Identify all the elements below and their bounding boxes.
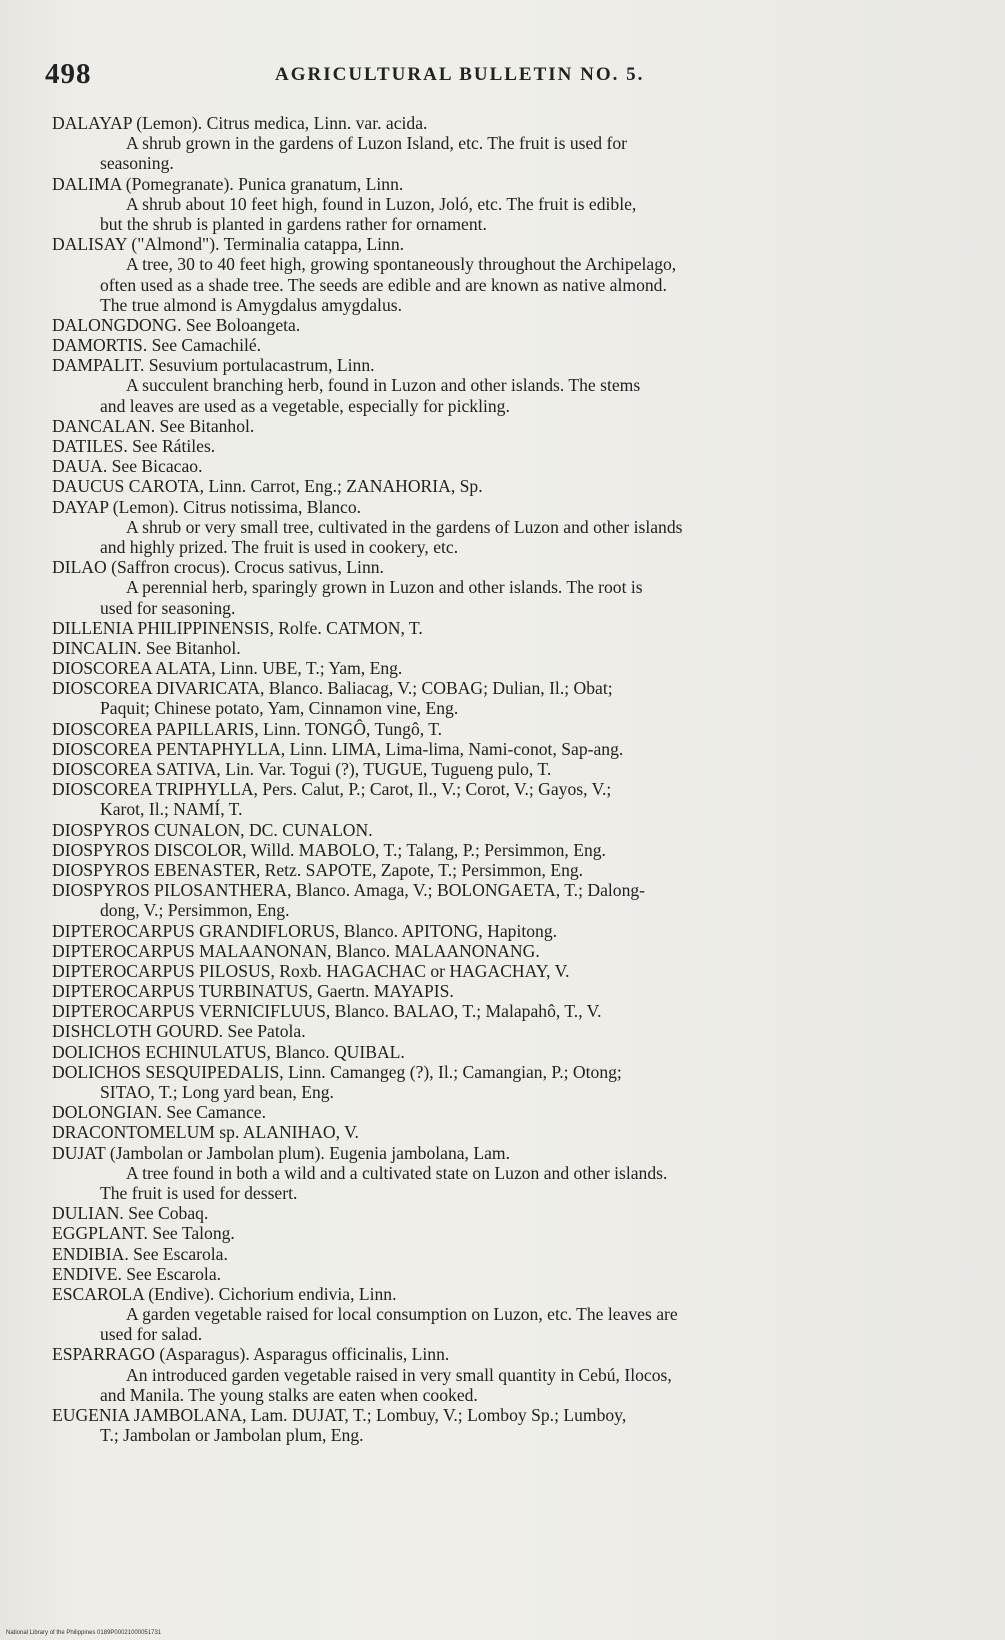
- page-number: 498: [45, 58, 92, 90]
- entry-headword-line: DIPTEROCARPUS GRANDIFLORUS, Blanco. APITONG, Hapitong.: [52, 920, 558, 941]
- entry-description-line: SITAO, T.; Long yard bean, Eng.: [100, 1082, 334, 1102]
- entry-description-line: A shrub grown in the gardens of Luzon Island, etc. The fruit is used for: [126, 133, 627, 154]
- entry-headword-line: DOLICHOS SESQUIPEDALIS, Linn. Camangeg (?), Il.; Camangian, P.; Otong;: [52, 1061, 622, 1082]
- entry-description-line: An introduced garden vegetable raised in very small quantity in Cebú, Ilocos,: [126, 1364, 672, 1385]
- entry-headword-line: DIOSCOREA PENTAPHYLLA, Linn. LIMA, Lima-lima, Nami-conot, Sap-ang.: [52, 738, 624, 759]
- entry-headword-line: DALIMA (Pomegranate). Punica granatum, Linn.: [52, 173, 404, 194]
- entry-headword-line: DALAYAP (Lemon). Citrus medica, Linn. var. acida.: [52, 113, 428, 133]
- entry-headword-line: DIOSCOREA DIVARICATA, Blanco. Baliacag, V.; COBAG; Dulian, Il.; Obat;: [52, 678, 613, 699]
- entry-headword-line: ENDIBIA. See Escarola.: [52, 1243, 228, 1264]
- entry-headword-line: DISHCLOTH GOURD. See Patola.: [52, 1021, 306, 1042]
- running-title: AGRICULTURAL BULLETIN NO. 5.: [275, 64, 645, 85]
- entry-description-line: and leaves are used as a vegetable, especially for pickling.: [100, 395, 510, 416]
- entry-headword-line: DAUCUS CAROTA, Linn. Carrot, Eng.; ZANAHORIA, Sp.: [52, 476, 483, 497]
- entry-description-line: A succulent branching herb, found in Luzon and other islands. The stems: [126, 375, 641, 396]
- entry-headword-line: DRACONTOMELUM sp. ALANIHAO, V.: [52, 1122, 359, 1143]
- entry-headword-line: DALONGDONG. See Boloangeta.: [52, 314, 301, 335]
- entry-headword-line: DAMORTIS. See Camachilé.: [52, 335, 262, 356]
- entry-headword-line: ESPARRAGO (Asparagus). Asparagus officinalis, Linn.: [52, 1344, 450, 1365]
- entry-description-line: dong, V.; Persimmon, Eng.: [100, 900, 290, 921]
- entry-description-line: and Manila. The young stalks are eaten when cooked.: [100, 1384, 478, 1405]
- entry-description-line: A shrub or very small tree, cultivated in the gardens of Luzon and other islands: [126, 516, 683, 537]
- entry-headword-line: DIPTEROCARPUS TURBINATUS, Gaertn. MAYAPIS.: [52, 981, 454, 1002]
- entry-headword-line: DIOSCOREA PAPILLARIS, Linn. TONGÔ, Tungô, T.: [52, 718, 443, 739]
- entry-description-line: A garden vegetable raised for local consumption on Luzon, etc. The leaves are: [126, 1304, 678, 1325]
- entry-headword-line: DIOSCOREA SATIVA, Lin. Var. Togui (?), TUGUE, Tugueng pulo, T.: [52, 759, 552, 779]
- entry-headword-line: DILAO (Saffron crocus). Crocus sativus, Linn.: [52, 557, 384, 578]
- entry-headword-line: DIOSPYROS DISCOLOR, Willd. MABOLO, T.; Talang, P.; Persimmon, Eng.: [52, 839, 606, 860]
- glossary-entries: [52, 113, 938, 1445]
- entry-headword-line: EGGPLANT. See Talong.: [52, 1223, 235, 1244]
- entry-description-line: A perennial herb, sparingly grown in Luzon and other islands. The root is: [126, 577, 643, 598]
- entry-description-line: seasoning.: [100, 153, 174, 174]
- entry-description-line: The true almond is Amygdalus amygdalus.: [100, 294, 402, 315]
- entry-description-line: The fruit is used for dessert.: [100, 1182, 298, 1203]
- entry-headword-line: DAYAP (Lemon). Citrus notissima, Blanco.: [52, 496, 362, 517]
- entry-headword-line: DAMPALIT. Sesuvium portulacastrum, Linn.: [52, 355, 375, 376]
- entry-headword-line: DIOSPYROS CUNALON, DC. CUNALON.: [52, 819, 373, 840]
- entry-description-line: A tree found in both a wild and a cultivated state on Luzon and other islands.: [126, 1162, 668, 1183]
- entry-description-line: Paquit; Chinese potato, Yam, Cinnamon vine, Eng.: [100, 698, 459, 719]
- entry-headword-line: DANCALAN. See Bitanhol.: [52, 415, 255, 436]
- entry-headword-line: DAUA. See Bicacao.: [52, 456, 203, 477]
- entry-headword-line: DIOSPYROS PILOSANTHERA, Blanco. Amaga, V.; BOLONGAETA, T.; Dalong-: [52, 880, 646, 901]
- entry-headword-line: ESCAROLA (Endive). Cichorium endivia, Linn.: [52, 1283, 397, 1304]
- scan-footer: National Library of the Philippines 0189P00021000051731: [6, 1630, 162, 1636]
- entry-headword-line: DIOSPYROS EBENASTER, Retz. SAPOTE, Zapote, T.; Persimmon, Eng.: [52, 859, 584, 880]
- entry-description-line: and highly prized. The fruit is used in cookery, etc.: [100, 536, 459, 557]
- entry-headword-line: DIOSCOREA TRIPHYLLA, Pers. Calut, P.; Carot, Il., V.; Corot, V.; Gayos, V.;: [52, 779, 612, 800]
- entry-headword-line: DINCALIN. See Bitanhol.: [52, 637, 241, 658]
- entry-description-line: used for seasoning.: [100, 597, 236, 618]
- entry-headword-line: DOLICHOS ECHINULATUS, Blanco. QUIBAL.: [52, 1041, 405, 1062]
- entry-headword-line: DOLONGIAN. See Camance.: [52, 1102, 266, 1123]
- entry-description-line: T.; Jambolan or Jambolan plum, Eng.: [100, 1425, 364, 1446]
- entry-headword-line: DIOSCOREA ALATA, Linn. UBE, T.; Yam, Eng.: [52, 658, 403, 679]
- entry-headword-line: DATILES. See Rátiles.: [52, 436, 216, 456]
- entry-description-line: Karot, Il.; NAMÍ, T.: [100, 799, 243, 820]
- entry-description-line: but the shrub is planted in gardens rather for ornament.: [100, 213, 487, 234]
- entry-description-line: A shrub about 10 feet high, found in Luzon, Joló, etc. The fruit is edible,: [126, 193, 637, 214]
- entry-headword-line: DUJAT (Jambolan or Jambolan plum). Eugenia jambolana, Lam.: [52, 1142, 510, 1163]
- entry-headword-line: DILLENIA PHILIPPINENSIS, Rolfe. CATMON, T.: [52, 617, 423, 638]
- entry-headword-line: DIPTEROCARPUS PILOSUS, Roxb. HAGACHAC or HAGACHAY, V.: [52, 960, 570, 981]
- entry-headword-line: DULIAN. See Cobaq.: [52, 1203, 209, 1224]
- entry-headword-line: DIPTEROCARPUS MALAANONAN, Blanco. MALAANONANG.: [52, 940, 540, 961]
- entry-headword-line: ENDIVE. See Escarola.: [52, 1263, 222, 1284]
- entry-description-line: often used as a shade tree. The seeds are edible and are known as native almond.: [100, 274, 667, 295]
- entry-description-line: A tree, 30 to 40 feet high, growing spontaneously throughout the Archipelago,: [126, 254, 677, 275]
- entry-headword-line: DALISAY ("Almond"). Terminalia catappa, Linn.: [52, 234, 405, 255]
- entry-headword-line: DIPTEROCARPUS VERNICIFLUUS, Blanco. BALAO, T.; Malapahô, T., V.: [52, 1001, 602, 1022]
- page-header: [45, 58, 945, 98]
- entry-headword-line: EUGENIA JAMBOLANA, Lam. DUJAT, T.; Lombuy, V.; Lomboy Sp.; Lumboy,: [52, 1405, 627, 1425]
- entry-description-line: used for salad.: [100, 1324, 203, 1345]
